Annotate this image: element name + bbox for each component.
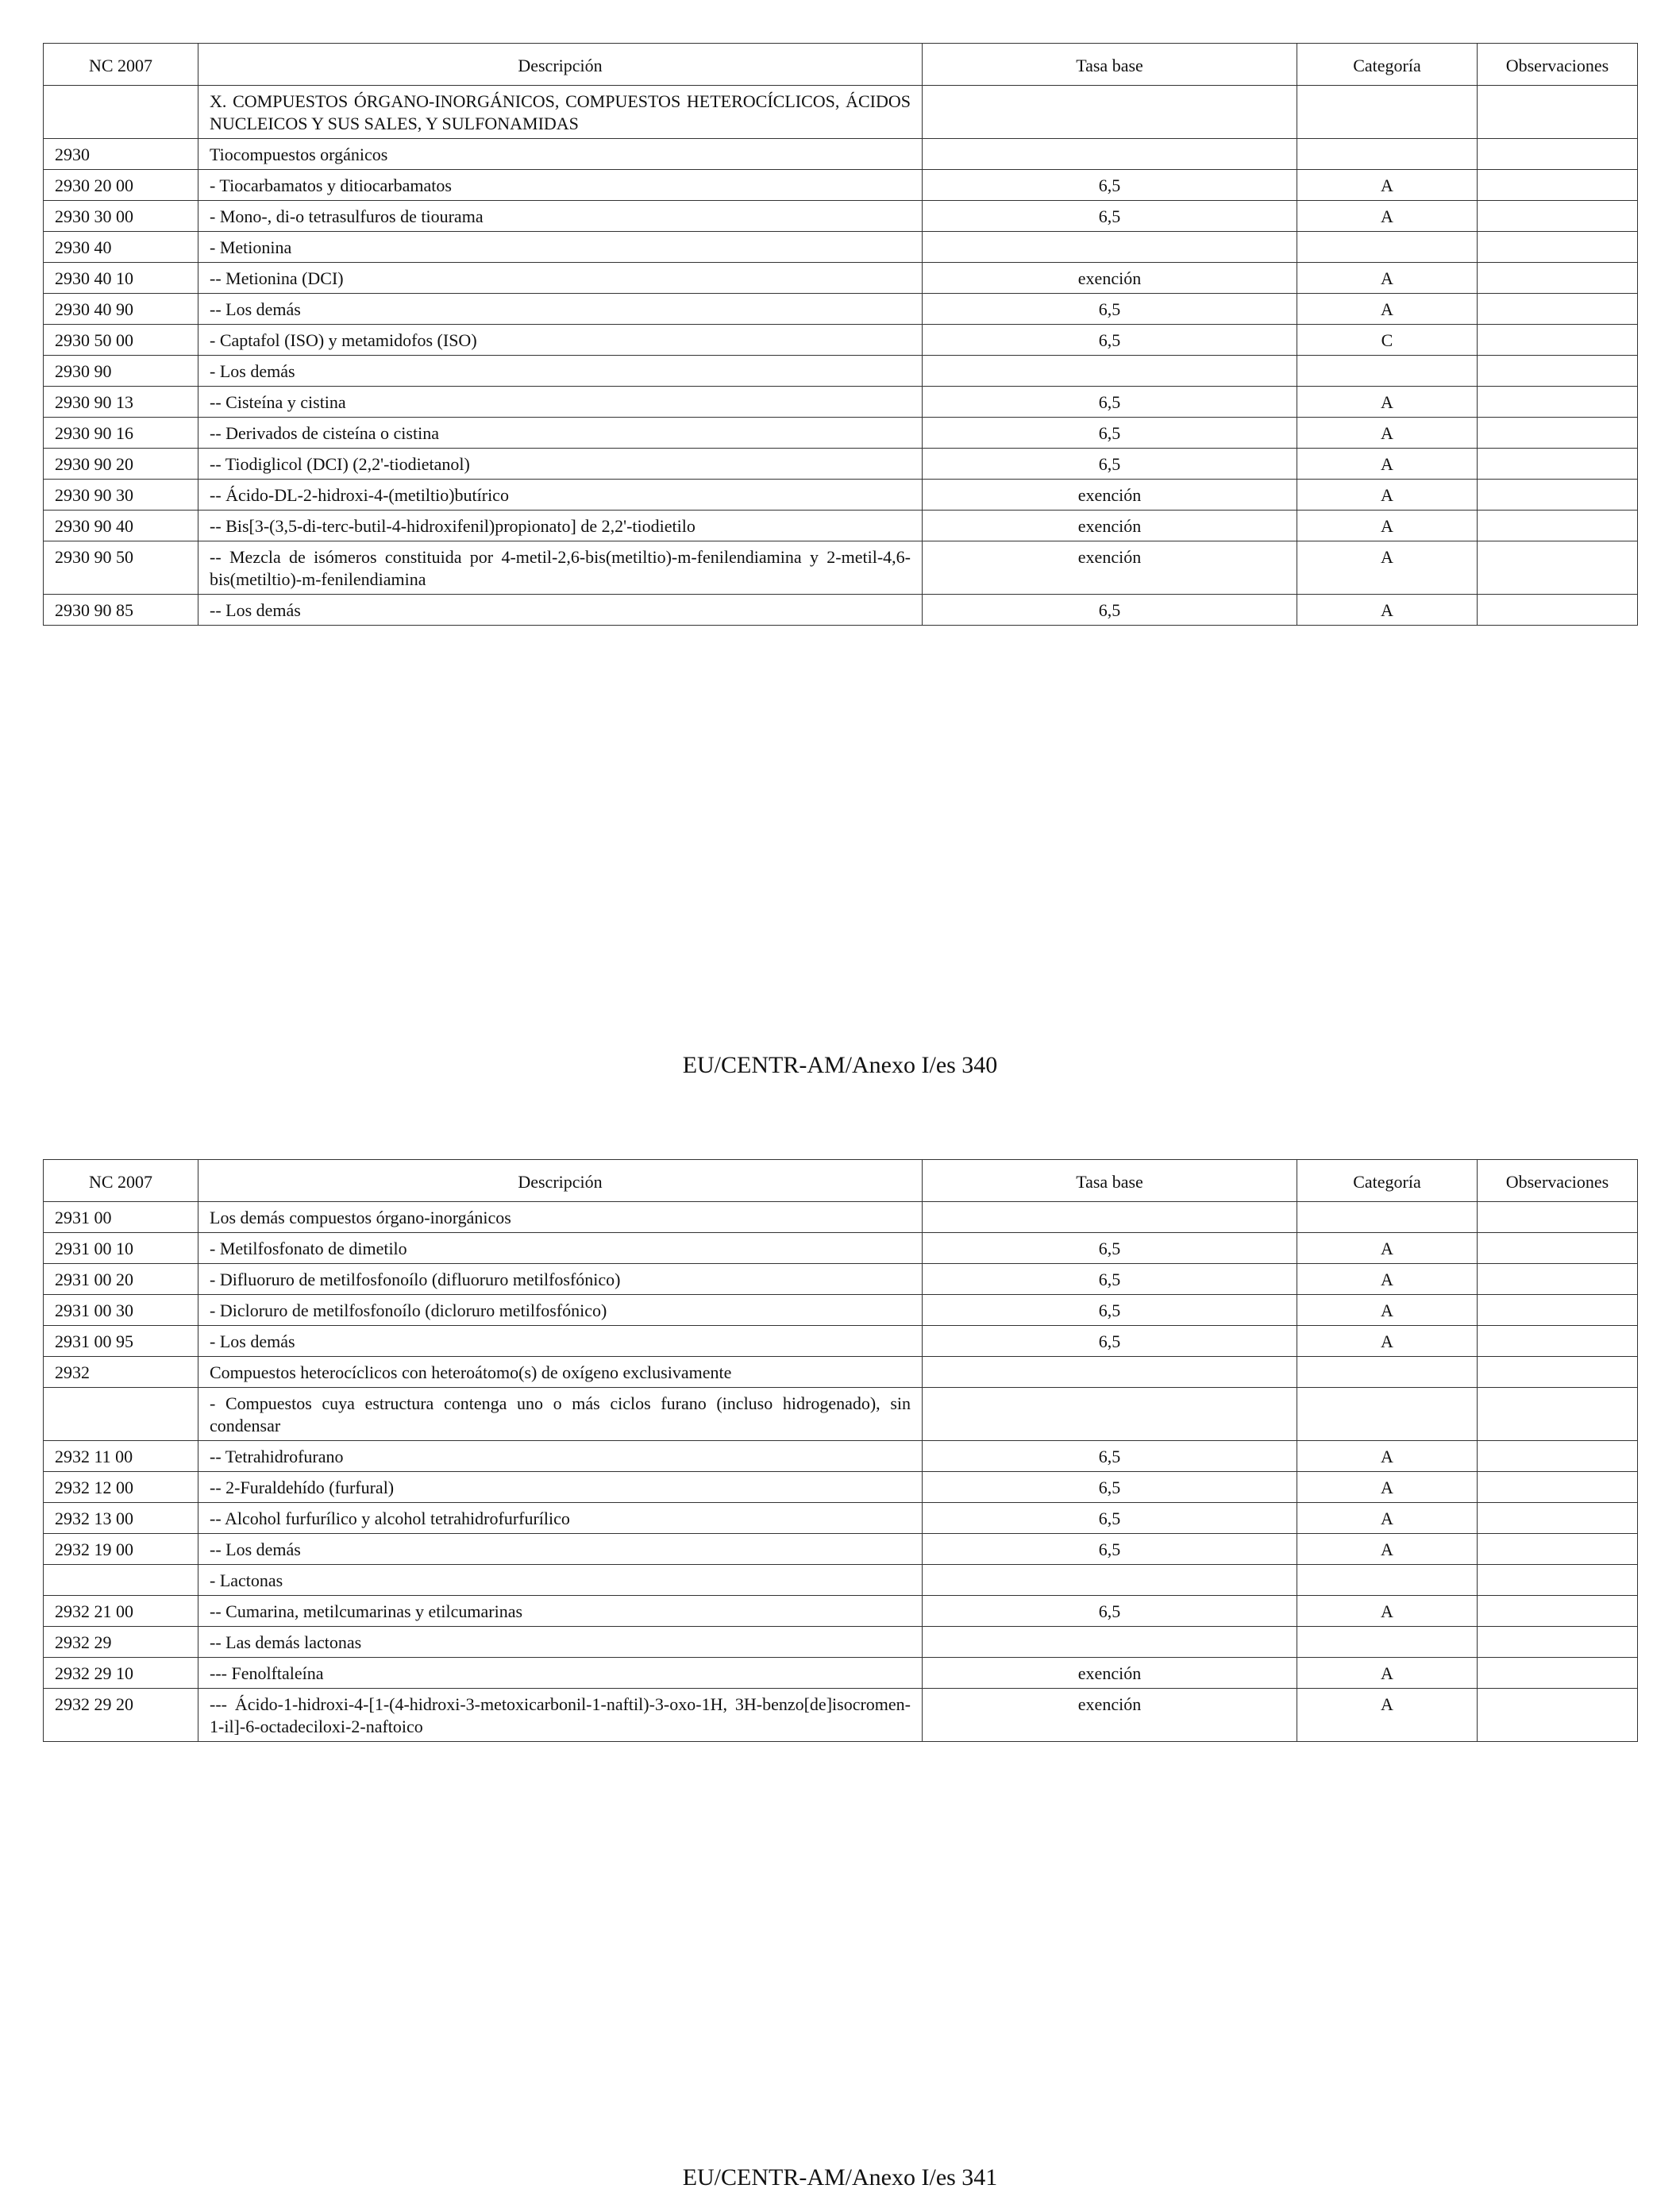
cell-nc-code: 2932 21 00 <box>44 1596 198 1627</box>
header-tasa-base: Tasa base <box>923 44 1297 86</box>
cell-categoria: A <box>1297 1264 1478 1295</box>
cell-nc-code: 2932 11 00 <box>44 1441 198 1472</box>
cell-tasa-base: 6,5 <box>923 1596 1297 1627</box>
table-row <box>44 1503 1638 1534</box>
cell-categoria: A <box>1297 1233 1478 1264</box>
cell-observaciones <box>1478 387 1638 418</box>
cell-nc-code: 2930 30 00 <box>44 201 198 232</box>
table-row <box>44 480 1638 511</box>
table-row <box>44 1689 1638 1742</box>
cell-tasa-base: 6,5 <box>923 1503 1297 1534</box>
cell-nc-code: 2932 29 10 <box>44 1658 198 1689</box>
cell-descripcion: - Los demás <box>198 1326 923 1357</box>
cell-categoria: A <box>1297 294 1478 325</box>
table-row <box>44 1326 1638 1357</box>
cell-nc-code: 2930 <box>44 139 198 170</box>
tariff-table-page-340 <box>43 43 1638 626</box>
cell-descripcion: -- Las demás lactonas <box>198 1627 923 1658</box>
table-row <box>44 1441 1638 1472</box>
cell-observaciones <box>1478 232 1638 263</box>
table-row <box>44 1627 1638 1658</box>
cell-nc-code: 2930 90 16 <box>44 418 198 449</box>
cell-tasa-base: 6,5 <box>923 170 1297 201</box>
cell-descripcion: - Tiocarbamatos y ditiocarbamatos <box>198 170 923 201</box>
cell-nc-code: 2930 90 20 <box>44 449 198 480</box>
cell-tasa-base: 6,5 <box>923 201 1297 232</box>
cell-categoria: A <box>1297 541 1478 595</box>
cell-categoria: A <box>1297 1689 1478 1742</box>
cell-observaciones <box>1478 511 1638 541</box>
cell-descripcion: -- Alcohol furfurílico y alcohol tetrahidrofurfurílico <box>198 1503 923 1534</box>
cell-nc-code: 2930 90 40 <box>44 511 198 541</box>
cell-tasa-base: exención <box>923 263 1297 294</box>
header-descripcion: Descripción <box>198 44 923 86</box>
table-row <box>44 294 1638 325</box>
table-row <box>44 449 1638 480</box>
page-footer: EU/CENTR-AM/Anexo I/es 340 <box>682 1052 998 1078</box>
cell-categoria <box>1297 1565 1478 1596</box>
cell-tasa-base: 6,5 <box>923 1264 1297 1295</box>
table-body <box>44 86 1638 626</box>
cell-nc-code <box>44 86 198 139</box>
table-header-row <box>44 1160 1638 1202</box>
table-row <box>44 387 1638 418</box>
cell-descripcion: -- Tiodiglicol (DCI) (2,2'-tiodietanol) <box>198 449 923 480</box>
cell-tasa-base: exención <box>923 541 1297 595</box>
cell-categoria: A <box>1297 1596 1478 1627</box>
cell-tasa-base <box>923 1627 1297 1658</box>
cell-observaciones <box>1478 325 1638 356</box>
table-body <box>44 1202 1638 1742</box>
cell-observaciones <box>1478 1627 1638 1658</box>
table-header-row <box>44 44 1638 86</box>
table-row <box>44 232 1638 263</box>
cell-nc-code: 2930 50 00 <box>44 325 198 356</box>
cell-descripcion: -- Derivados de cisteína o cistina <box>198 418 923 449</box>
cell-categoria: A <box>1297 170 1478 201</box>
cell-nc-code: 2930 90 30 <box>44 480 198 511</box>
cell-observaciones <box>1478 263 1638 294</box>
cell-observaciones <box>1478 1326 1638 1357</box>
cell-observaciones <box>1478 595 1638 626</box>
header-descripcion: Descripción <box>198 1160 923 1202</box>
cell-observaciones <box>1478 356 1638 387</box>
cell-nc-code: 2932 29 20 <box>44 1689 198 1742</box>
cell-observaciones <box>1478 1264 1638 1295</box>
cell-categoria <box>1297 356 1478 387</box>
cell-tasa-base: 6,5 <box>923 1326 1297 1357</box>
header-observaciones: Observaciones <box>1478 1160 1638 1202</box>
page-footer: EU/CENTR-AM/Anexo I/es 341 <box>682 2164 998 2191</box>
cell-nc-code <box>44 1388 198 1441</box>
table-row <box>44 1295 1638 1326</box>
table-row <box>44 325 1638 356</box>
cell-descripcion: X. COMPUESTOS ÓRGANO-INORGÁNICOS, COMPUESTOS HETEROCÍCLICOS, ÁCIDOS NUCLEICOS Y SUS SALES, Y SULFONAMIDAS <box>198 86 923 139</box>
table-row <box>44 356 1638 387</box>
cell-observaciones <box>1478 1596 1638 1627</box>
cell-observaciones <box>1478 480 1638 511</box>
cell-observaciones <box>1478 201 1638 232</box>
cell-descripcion: Compuestos heterocíclicos con heteroátomo(s) de oxígeno exclusivamente <box>198 1357 923 1388</box>
cell-observaciones <box>1478 1441 1638 1472</box>
cell-tasa-base: exención <box>923 480 1297 511</box>
cell-categoria: C <box>1297 325 1478 356</box>
cell-categoria: A <box>1297 1503 1478 1534</box>
cell-descripcion: - Difluoruro de metilfosfonoílo (difluoruro metilfosfónico) <box>198 1264 923 1295</box>
cell-descripcion: --- Fenolftaleína <box>198 1658 923 1689</box>
cell-nc-code: 2931 00 20 <box>44 1264 198 1295</box>
cell-tasa-base: exención <box>923 1658 1297 1689</box>
cell-descripcion: - Lactonas <box>198 1565 923 1596</box>
cell-tasa-base: 6,5 <box>923 294 1297 325</box>
cell-categoria: A <box>1297 1534 1478 1565</box>
cell-descripcion: -- Mezcla de isómeros constituida por 4-metil-2,6-bis(metiltio)-m-fenilendiamina y 2-metil-4,6-bis(metiltio)-m-fenilendiamina <box>198 541 923 595</box>
cell-nc-code: 2930 90 85 <box>44 595 198 626</box>
table-row <box>44 1264 1638 1295</box>
cell-nc-code: 2930 90 <box>44 356 198 387</box>
cell-nc-code: 2930 20 00 <box>44 170 198 201</box>
cell-descripcion: -- Metionina (DCI) <box>198 263 923 294</box>
cell-categoria: A <box>1297 387 1478 418</box>
tariff-table-page-341 <box>43 1159 1638 1742</box>
cell-nc-code: 2932 29 <box>44 1627 198 1658</box>
table-row <box>44 595 1638 626</box>
cell-observaciones <box>1478 1202 1638 1233</box>
cell-categoria: A <box>1297 595 1478 626</box>
cell-categoria <box>1297 1388 1478 1441</box>
cell-tasa-base: 6,5 <box>923 1472 1297 1503</box>
cell-observaciones <box>1478 1295 1638 1326</box>
cell-categoria: A <box>1297 1658 1478 1689</box>
cell-tasa-base <box>923 1388 1297 1441</box>
cell-nc-code: 2930 90 50 <box>44 541 198 595</box>
table-row <box>44 1596 1638 1627</box>
cell-nc-code <box>44 1565 198 1596</box>
cell-categoria: A <box>1297 511 1478 541</box>
header-categoria: Categoría <box>1297 44 1478 86</box>
cell-nc-code: 2932 <box>44 1357 198 1388</box>
cell-categoria <box>1297 86 1478 139</box>
cell-descripcion: -- Bis[3-(3,5-di-terc-butil-4-hidroxifenil)propionato] de 2,2'-tiodietilo <box>198 511 923 541</box>
cell-nc-code: 2931 00 10 <box>44 1233 198 1264</box>
header-nc: NC 2007 <box>44 44 198 86</box>
cell-descripcion: -- Cumarina, metilcumarinas y etilcumarinas <box>198 1596 923 1627</box>
cell-observaciones <box>1478 1689 1638 1742</box>
cell-observaciones <box>1478 294 1638 325</box>
table-row <box>44 170 1638 201</box>
cell-tasa-base: 6,5 <box>923 595 1297 626</box>
cell-tasa-base: 6,5 <box>923 387 1297 418</box>
table-row <box>44 1233 1638 1264</box>
cell-nc-code: 2931 00 30 <box>44 1295 198 1326</box>
cell-categoria <box>1297 1627 1478 1658</box>
cell-descripcion: - Los demás <box>198 356 923 387</box>
cell-tasa-base: 6,5 <box>923 1233 1297 1264</box>
table-row <box>44 1388 1638 1441</box>
cell-descripcion: Los demás compuestos órgano-inorgánicos <box>198 1202 923 1233</box>
cell-observaciones <box>1478 170 1638 201</box>
cell-descripcion: -- Tetrahidrofurano <box>198 1441 923 1472</box>
header-nc: NC 2007 <box>44 1160 198 1202</box>
cell-categoria: A <box>1297 201 1478 232</box>
cell-descripcion: --- Ácido-1-hidroxi-4-[1-(4-hidroxi-3-metoxicarbonil-1-naftil)-3-oxo-1H, 3H-benzo[de]isocromen-1-il]-6-octadeciloxi-2-naftoico <box>198 1689 923 1742</box>
cell-tasa-base: 6,5 <box>923 418 1297 449</box>
cell-categoria: A <box>1297 418 1478 449</box>
cell-tasa-base: 6,5 <box>923 325 1297 356</box>
cell-nc-code: 2931 00 95 <box>44 1326 198 1357</box>
cell-observaciones <box>1478 418 1638 449</box>
cell-observaciones <box>1478 1233 1638 1264</box>
table-row <box>44 1357 1638 1388</box>
cell-categoria: A <box>1297 1472 1478 1503</box>
table-row <box>44 418 1638 449</box>
table-row <box>44 1534 1638 1565</box>
cell-nc-code: 2932 19 00 <box>44 1534 198 1565</box>
cell-nc-code: 2930 40 <box>44 232 198 263</box>
cell-tasa-base <box>923 1202 1297 1233</box>
table-row <box>44 1472 1638 1503</box>
cell-observaciones <box>1478 1565 1638 1596</box>
cell-categoria: A <box>1297 1441 1478 1472</box>
header-observaciones: Observaciones <box>1478 44 1638 86</box>
cell-observaciones <box>1478 139 1638 170</box>
cell-observaciones <box>1478 1357 1638 1388</box>
cell-descripcion: -- Ácido-DL-2-hidroxi-4-(metiltio)butírico <box>198 480 923 511</box>
cell-tasa-base: 6,5 <box>923 1295 1297 1326</box>
table-row <box>44 86 1638 139</box>
cell-nc-code: 2930 40 90 <box>44 294 198 325</box>
cell-nc-code: 2932 13 00 <box>44 1503 198 1534</box>
cell-categoria <box>1297 1202 1478 1233</box>
cell-descripcion: - Metilfosfonato de dimetilo <box>198 1233 923 1264</box>
cell-descripcion: - Mono-, di-o tetrasulfuros de tiourama <box>198 201 923 232</box>
cell-observaciones <box>1478 449 1638 480</box>
cell-descripcion: - Dicloruro de metilfosfonoílo (dicloruro metilfosfónico) <box>198 1295 923 1326</box>
header-tasa-base: Tasa base <box>923 1160 1297 1202</box>
cell-tasa-base <box>923 232 1297 263</box>
cell-observaciones <box>1478 1503 1638 1534</box>
cell-descripcion: - Captafol (ISO) y metamidofos (ISO) <box>198 325 923 356</box>
cell-nc-code: 2931 00 <box>44 1202 198 1233</box>
cell-nc-code: 2930 90 13 <box>44 387 198 418</box>
cell-categoria <box>1297 1357 1478 1388</box>
table-row <box>44 541 1638 595</box>
cell-descripcion: -- Los demás <box>198 294 923 325</box>
cell-observaciones <box>1478 1534 1638 1565</box>
table-row <box>44 1658 1638 1689</box>
cell-descripcion: - Compuestos cuya estructura contenga uno o más ciclos furano (incluso hidrogenado), sin condensar <box>198 1388 923 1441</box>
cell-descripcion: -- Los demás <box>198 1534 923 1565</box>
cell-nc-code: 2930 40 10 <box>44 263 198 294</box>
table-row <box>44 511 1638 541</box>
cell-tasa-base <box>923 86 1297 139</box>
table-row <box>44 201 1638 232</box>
header-categoria: Categoría <box>1297 1160 1478 1202</box>
cell-tasa-base <box>923 139 1297 170</box>
cell-tasa-base: 6,5 <box>923 1534 1297 1565</box>
cell-observaciones <box>1478 541 1638 595</box>
cell-nc-code: 2932 12 00 <box>44 1472 198 1503</box>
cell-categoria <box>1297 232 1478 263</box>
cell-observaciones <box>1478 1388 1638 1441</box>
cell-tasa-base: exención <box>923 511 1297 541</box>
cell-tasa-base: 6,5 <box>923 1441 1297 1472</box>
table-row <box>44 1565 1638 1596</box>
cell-categoria: A <box>1297 1295 1478 1326</box>
cell-categoria: A <box>1297 449 1478 480</box>
table-row <box>44 139 1638 170</box>
cell-tasa-base: 6,5 <box>923 449 1297 480</box>
cell-tasa-base <box>923 356 1297 387</box>
table-row <box>44 1202 1638 1233</box>
cell-tasa-base: exención <box>923 1689 1297 1742</box>
cell-tasa-base <box>923 1565 1297 1596</box>
cell-observaciones <box>1478 1658 1638 1689</box>
cell-categoria <box>1297 139 1478 170</box>
cell-observaciones <box>1478 86 1638 139</box>
cell-descripcion: Tiocompuestos orgánicos <box>198 139 923 170</box>
cell-descripcion: -- Cisteína y cistina <box>198 387 923 418</box>
cell-categoria: A <box>1297 480 1478 511</box>
cell-observaciones <box>1478 1472 1638 1503</box>
cell-tasa-base <box>923 1357 1297 1388</box>
cell-categoria: A <box>1297 263 1478 294</box>
cell-descripcion: - Metionina <box>198 232 923 263</box>
cell-categoria: A <box>1297 1326 1478 1357</box>
cell-descripcion: -- Los demás <box>198 595 923 626</box>
table-row <box>44 263 1638 294</box>
cell-descripcion: -- 2-Furaldehído (furfural) <box>198 1472 923 1503</box>
